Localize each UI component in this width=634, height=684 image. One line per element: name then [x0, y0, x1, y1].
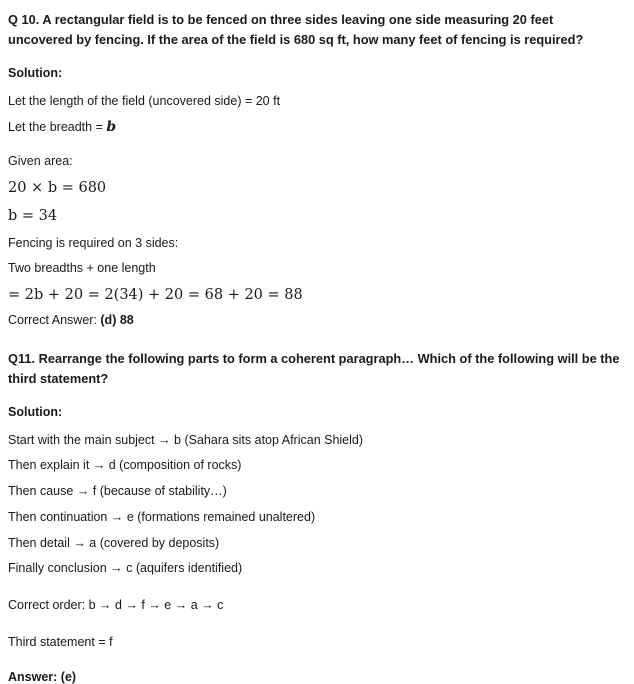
- q10-line-length: Let the length of the field (uncovered side) = 20 ft: [8, 93, 281, 108]
- q11-final-answer: Answer: (e): [8, 669, 77, 684]
- q11-step-5: Then detail → a (covered by deposits): [8, 535, 220, 550]
- q10-correct-answer-value: (d) 88: [100, 312, 134, 327]
- solution-label-q10: Solution:: [8, 65, 63, 80]
- q10-equation-total: = 2b + 20 = 2(34) + 20 = 68 + 20 = 88: [8, 287, 303, 304]
- q10-equation-area: 20 × b = 680: [8, 180, 107, 197]
- q10-correct-answer-label: Correct Answer:: [8, 312, 101, 327]
- solution-label-q11: Solution:: [8, 404, 63, 419]
- q11-correct-order: Correct order: b → d → f → e → a → c: [8, 598, 224, 613]
- q10-fencing-note: Fencing is required on 3 sides:: [8, 235, 179, 250]
- q10-fencing-desc: Two breadths + one length: [8, 261, 156, 276]
- q11-step-4: Then continuation → e (formations remained unaltered): [8, 509, 316, 524]
- q10-breadth-variable: b: [106, 119, 117, 136]
- q10-correct-answer: [8, 313, 620, 327]
- q11-third-statement: Third statement = f: [8, 634, 113, 649]
- q11-step-3: Then cause → f (because of stability…): [8, 484, 227, 499]
- q11-step-1: Start with the main subject → b (Sahara sits atop African Shield): [8, 432, 364, 447]
- q10-equation-breadth: b = 34: [8, 207, 58, 224]
- question-11-heading: Q11. Rearrange the following parts to form a coherent paragraph… Which of the following will be the third statement?: [8, 350, 620, 386]
- question-10-heading: Q 10. A rectangular field is to be fenced on three sides leaving one side measuring 20 feet uncovered by fencing. If the area of the field is 680 sq ft, how many feet of fencing is required?: [8, 12, 584, 47]
- q10-breadth-text: Let the breadth =: [8, 120, 107, 135]
- q10-given-area-label: Given area:: [8, 154, 73, 169]
- q11-step-6: Finally conclusion → c (aquifers identified): [8, 561, 243, 576]
- q11-step-2: Then explain it → d (composition of rocks): [8, 458, 242, 473]
- q10-line-breadth: [8, 117, 620, 138]
